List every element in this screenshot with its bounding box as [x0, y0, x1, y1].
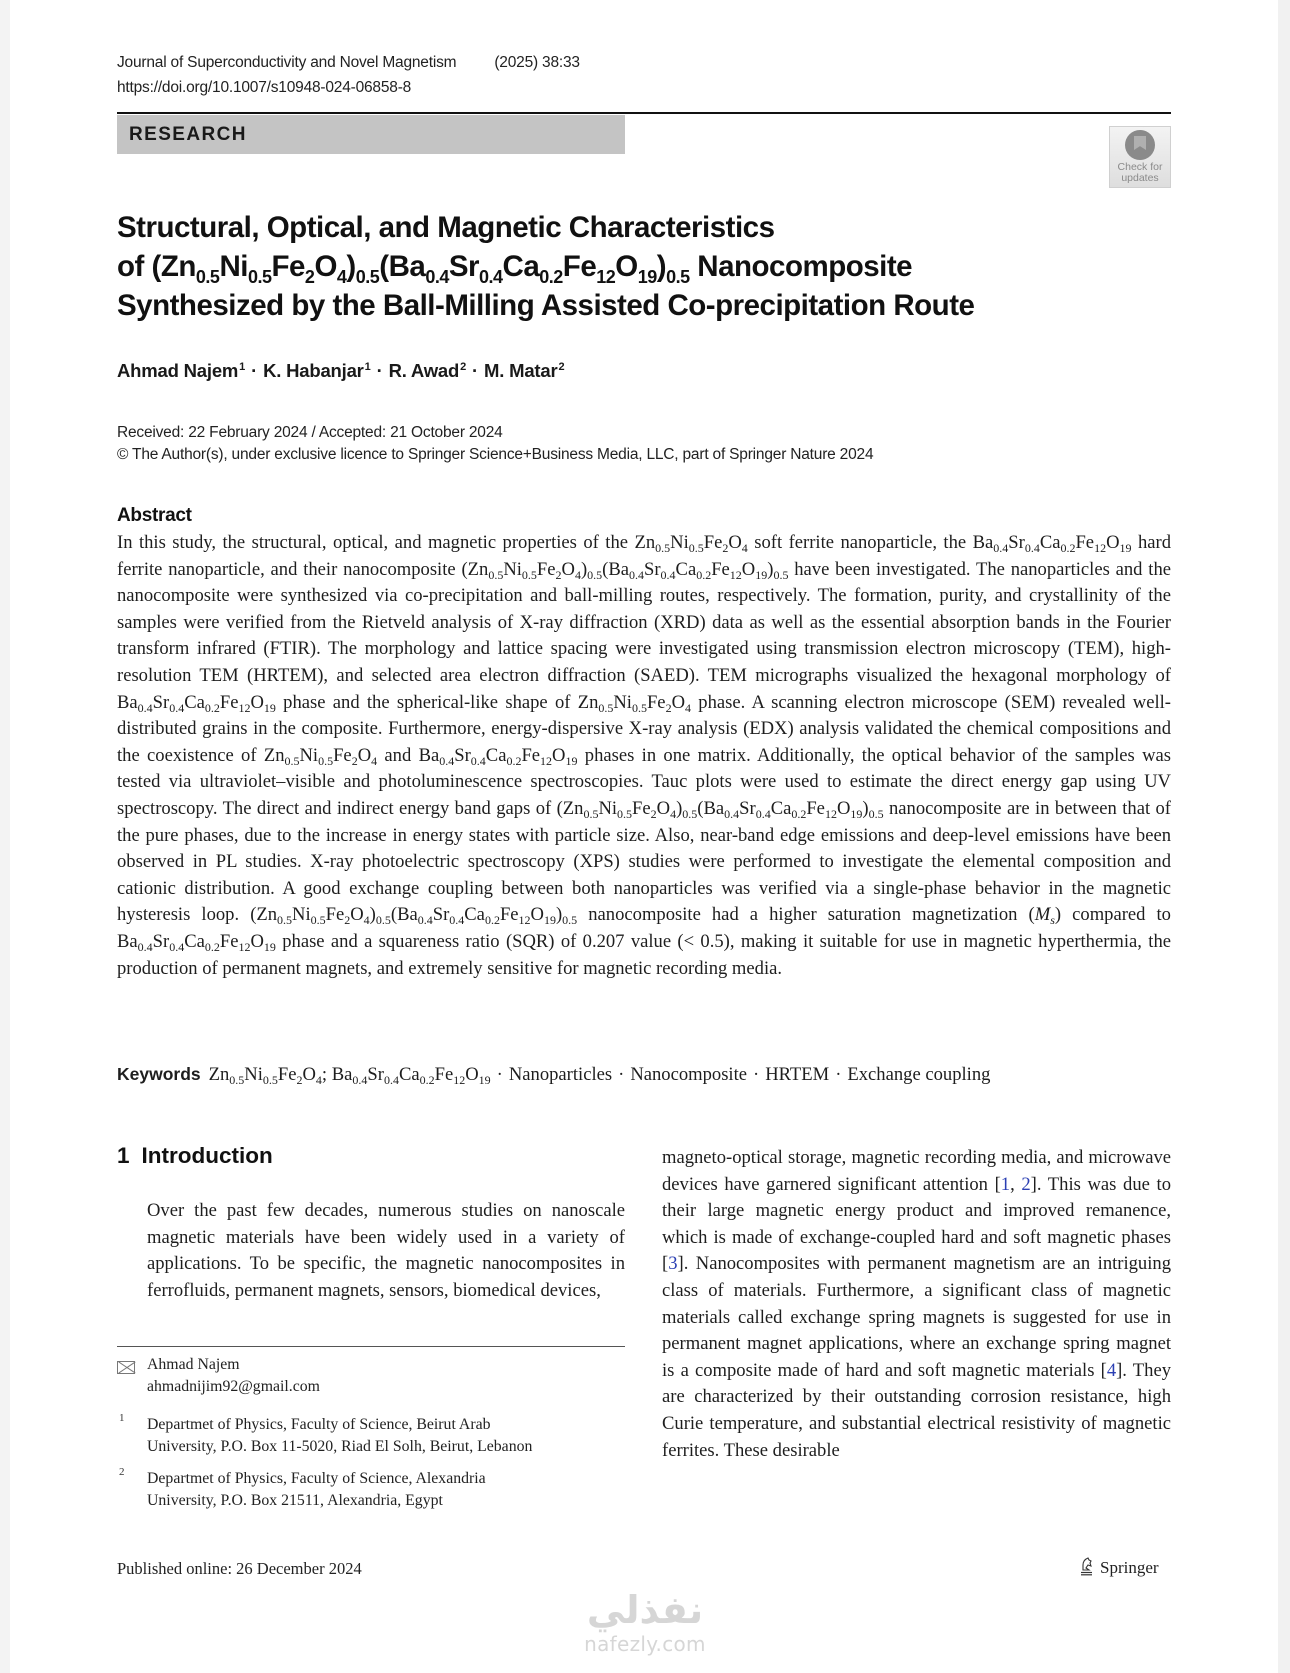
chemical-formula: $(Zn_{0.5}Ni_{0.5}Fe_2O_4)_{0.5}(Ba_{0.4}Sr_{0.4}Ca_{0.2}Fe_{12}O_{19})_{0.5}$	[151, 250, 690, 287]
affiliation-2-line-1: Departmet of Physics, Faculty of Science, Alexandria	[147, 1470, 486, 1487]
title-line-1: Structural, Optical, and Magnetic Characteristics	[117, 211, 775, 244]
title-suffix: Nanocomposite	[689, 250, 913, 283]
springer-knight-icon	[1080, 1557, 1094, 1576]
citation-link[interactable]: 3	[668, 1253, 678, 1275]
affiliation-mark-1: 1	[119, 1412, 125, 1424]
math-symbol: $M_s$	[1034, 904, 1055, 928]
footnote-rule	[117, 1346, 625, 1347]
author-name[interactable]: R. Awad	[388, 360, 460, 381]
chemical-formula: $(Zn_{0.5}Ni_{0.5}Fe_2O_4)_{0.5}(Ba_{0.4}Sr_{0.4}Ca_{0.2}Fe_{12}O_{19})_{0.5}$	[461, 558, 789, 582]
watermark	[560, 1588, 730, 1656]
author-separator: ·	[251, 360, 258, 381]
corresponding-email[interactable]: ahmadnijim92@gmail.com	[147, 1378, 320, 1396]
publisher-name: Springer	[1100, 1558, 1159, 1577]
journal-name: Journal of Superconductivity and Novel Magnetism	[117, 54, 457, 71]
affiliation-2	[147, 1468, 486, 1513]
affiliation-1	[147, 1414, 532, 1459]
affiliation-2-line-2: University, P.O. Box 21511, Alexandria, Egypt	[147, 1492, 443, 1510]
affiliation-superscript: 1	[364, 361, 371, 373]
corresponding-author	[147, 1354, 320, 1399]
author-list	[117, 360, 564, 382]
introduction-left-column: Over the past few decades, numerous studies on nanoscale magnetic materials have been widely used in a variety of applications. To be specific, the magnetic nanocomposites in ferrofluids, permanent magnets, sensors, biomedical devices,	[147, 1200, 625, 1301]
author-separator: ·	[376, 360, 383, 381]
keyword-separator: ·	[496, 1064, 503, 1085]
chemical-formula: $Zn_{0.5}Ni_{0.5}Fe_2O_4$	[634, 532, 748, 555]
title-line-3: Synthesized by the Ball-Milling Assisted Co-precipitation Route	[117, 289, 975, 322]
check-line-1: Check for	[1117, 161, 1163, 173]
page-edge-left	[0, 0, 10, 1673]
chemical-formula: $Ba_{0.4}Sr_{0.4}Ca_{0.2}Fe_{12}O_{19}$	[117, 691, 276, 715]
affiliation-superscript: 2	[460, 361, 467, 373]
author-name[interactable]: M. Matar	[484, 360, 558, 381]
affiliation-1-line-1: Departmet of Physics, Faculty of Science, Beirut Arab	[147, 1416, 491, 1433]
bookmark-circle-icon	[1125, 130, 1155, 160]
abstract-heading: Abstract	[117, 505, 192, 526]
article-title	[117, 208, 1117, 325]
check-line-2: updates	[1121, 172, 1159, 184]
chemical-formula: $Ba_{0.4}Sr_{0.4}Ca_{0.2}Fe_{12}O_{19}$	[331, 1064, 491, 1087]
watermark-url: nafezly.com	[584, 1632, 706, 1656]
section-title: Introduction	[141, 1143, 273, 1168]
journal-header	[117, 54, 580, 72]
affiliation-1-line-2: University, P.O. Box 11-5020, Riad El Solh, Beirut, Lebanon	[147, 1438, 533, 1456]
affiliation-superscript: 1	[239, 361, 246, 373]
header-rule	[117, 112, 1171, 114]
citation-link[interactable]: 1	[1000, 1173, 1011, 1195]
page-edge-right	[1278, 0, 1290, 1673]
chemical-formula: $Zn_{0.5}Ni_{0.5}Fe_2O_4$	[263, 744, 378, 768]
chemical-formula: $Ba_{0.4}Sr_{0.4}Ca_{0.2}Fe_{12}O_{19}$	[972, 532, 1132, 555]
check-for-updates-button[interactable]	[1109, 126, 1171, 188]
received-accepted-dates: Received: 22 February 2024 / Accepted: 21 October 2024	[117, 424, 503, 441]
author-name[interactable]: K. Habanjar	[263, 360, 364, 381]
citation-link[interactable]: 4	[1106, 1359, 1117, 1381]
copyright-notice: © The Author(s), under exclusive licence to Springer Science+Business Media, LLC, part of Springer Nature 2024	[117, 446, 874, 463]
watermark-arabic: نفذلي	[586, 1588, 704, 1632]
author-name[interactable]: Ahmad Najem	[117, 360, 239, 381]
chemical-formula: $Zn_{0.5}Ni_{0.5}Fe_2O_4$	[577, 691, 691, 715]
section-heading-introduction	[117, 1143, 273, 1169]
keywords-list: $Zn_{0.5}Ni_{0.5}Fe_2O_4$; $Ba_{0.4}Sr_{0.4}Ca_{0.2}Fe_{12}O_{19}$ · Nanoparticles · Nanocomposite · HRTEM · Exchange coupling	[208, 1064, 991, 1087]
affiliation-superscript: 2	[558, 361, 565, 373]
title-formula	[151, 250, 690, 287]
chemical-formula: $Ba_{0.4}Sr_{0.4}Ca_{0.2}Fe_{12}O_{19}$	[117, 930, 276, 954]
published-online-date: Published online: 26 December 2024	[117, 1559, 362, 1578]
affiliation-mark-2: 2	[119, 1466, 125, 1478]
check-for-updates-label	[1110, 162, 1170, 184]
chemical-formula: $Zn_{0.5}Ni_{0.5}Fe_2O_4$	[208, 1064, 322, 1087]
journal-volume: (2025) 38:33	[494, 54, 580, 71]
chemical-formula: $(Zn_{0.5}Ni_{0.5}Fe_2O_4)_{0.5}(Ba_{0.4}Sr_{0.4}Ca_{0.2}Fe_{12}O_{19})_{0.5}$	[556, 797, 884, 821]
author-separator: ·	[472, 360, 479, 381]
doi-link[interactable]: https://doi.org/10.1007/s10948-024-06858-8	[117, 79, 412, 96]
article-type-label: RESEARCH	[129, 124, 247, 145]
corresponding-name: Ahmad Najem	[147, 1356, 240, 1373]
abstract-text: In this study, the structural, optical, and magnetic properties of the $Zn_{0.5}Ni_{0.5}Fe_2O_4$ soft ferrite nanoparticle, the $Ba_{0.4}Sr_{0.4}Ca_{0.2}Fe_{12}O_{19}$ hard ferrite nanoparticle, and their nanocomposite $(Zn_{0.5}Ni_{0.5}Fe_2O_4)_{0.5}(Ba_{0.4}Sr_{0.4}Ca_{0.2}Fe_{12}O_{19})_{0.5}$ have been investigated. The nanoparticles and the nanocomposite were synthesized via co-precipitation and ball-milling routes, respectively. The formation, purity, and crystallinity of the samples were verified from the Rietveld analysis of X-ray diffraction (XRD) data as well as the essential absorption bands in the Fourier transform infrared (FTIR). The morphology and lattice spacing were investigated using transmission electron microscopy (TEM), high-resolution TEM (HRTEM), and selected area electron diffraction (SAED). TEM micrographs visualized the hexagonal morphology of $Ba_{0.4}Sr_{0.4}Ca_{0.2}Fe_{12}O_{19}$ phase and the spherical-like shape of $Zn_{0.5}Ni_{0.5}Fe_2O_4$ phase. A scanning electron microscope (SEM) revealed well-distributed grains in the composite. Furthermore, energy-dispersive X-ray analysis (EDX) analysis validated the chemical compositions and the coexistence of $Zn_{0.5}Ni_{0.5}Fe_2O_4$ and $Ba_{0.4}Sr_{0.4}Ca_{0.2}Fe_{12}O_{19}$ phases in one matrix. Additionally, the optical behavior of the samples was tested via ultraviolet–visible and photoluminescence spectroscopies. Tauc plots were used to estimate the direct energy gap using UV spectroscopy. The direct and indirect energy band gaps of $(Zn_{0.5}Ni_{0.5}Fe_2O_4)_{0.5}(Ba_{0.4}Sr_{0.4}Ca_{0.2}Fe_{12}O_{19})_{0.5}$ nanocomposite are in between that of the pure phases, due to the increase in energy states with particle size. Also, near-band edge emissions and deep-level emissions have been observed in PL studies. X-ray photoelectric spectroscopy (XPS) studies were performed to investigate the elemental composition and cationic distribution. A good exchange coupling between both nanoparticles was verified via a single-phase behavior in the magnetic hysteresis loop. $(Zn_{0.5}Ni_{0.5}Fe_2O_4)_{0.5}(Ba_{0.4}Sr_{0.4}Ca_{0.2}Fe_{12}O_{19})_{0.5}$ nanocomposite had a higher saturation magnetization $(M_s)$ compared to $Ba_{0.4}Sr_{0.4}Ca_{0.2}Fe_{12}O_{19}$ phase and a squareness ratio (SQR) of 0.207 value (< 0.5), making it suitable for use in magnetic hyperthermia, the production of permanent magnets, and extremely sensitive for magnetic recording media.	[117, 532, 1172, 979]
keyword-separator: ·	[753, 1064, 760, 1085]
envelope-icon	[117, 1361, 135, 1374]
title-prefix: of	[117, 250, 152, 283]
keyword-separator: ·	[835, 1064, 842, 1085]
citation-link[interactable]: 2	[1021, 1173, 1031, 1195]
section-number: 1	[117, 1143, 130, 1168]
chemical-formula: $(Zn_{0.5}Ni_{0.5}Fe_2O_4)_{0.5}(Ba_{0.4}Sr_{0.4}Ca_{0.2}Fe_{12}O_{19})_{0.5}$	[250, 904, 578, 928]
introduction-right-column: magneto-optical storage, magnetic recording media, and microwave devices have garnered significant attention [1, 2]. This was due to their large magnetic energy product and improved remanence, which is made of exchange-coupled hard and soft magnetic phases [3]. Nanocomposites with permanent magnetism are an intriguing class of materials. Furthermore, a significant class of magnetic materials called exchange spring magnets is suggested for use in permanent magnet applications, where an exchange spring magnet is a composite made of hard and soft magnetic materials [4]. They are characterized by their outstanding corrosion resistance, high Curie temperature, and substantial electrical resistivity of magnetic ferrites. These desirable	[662, 1147, 1171, 1461]
title-line-2	[117, 247, 1117, 286]
keywords	[117, 1064, 1171, 1086]
keyword-separator: ·	[618, 1064, 625, 1085]
chemical-formula: $Ba_{0.4}Sr_{0.4}Ca_{0.2}Fe_{12}O_{19}$	[418, 744, 578, 768]
springer-logo[interactable]	[1080, 1557, 1159, 1578]
keywords-label: Keywords	[117, 1064, 201, 1084]
